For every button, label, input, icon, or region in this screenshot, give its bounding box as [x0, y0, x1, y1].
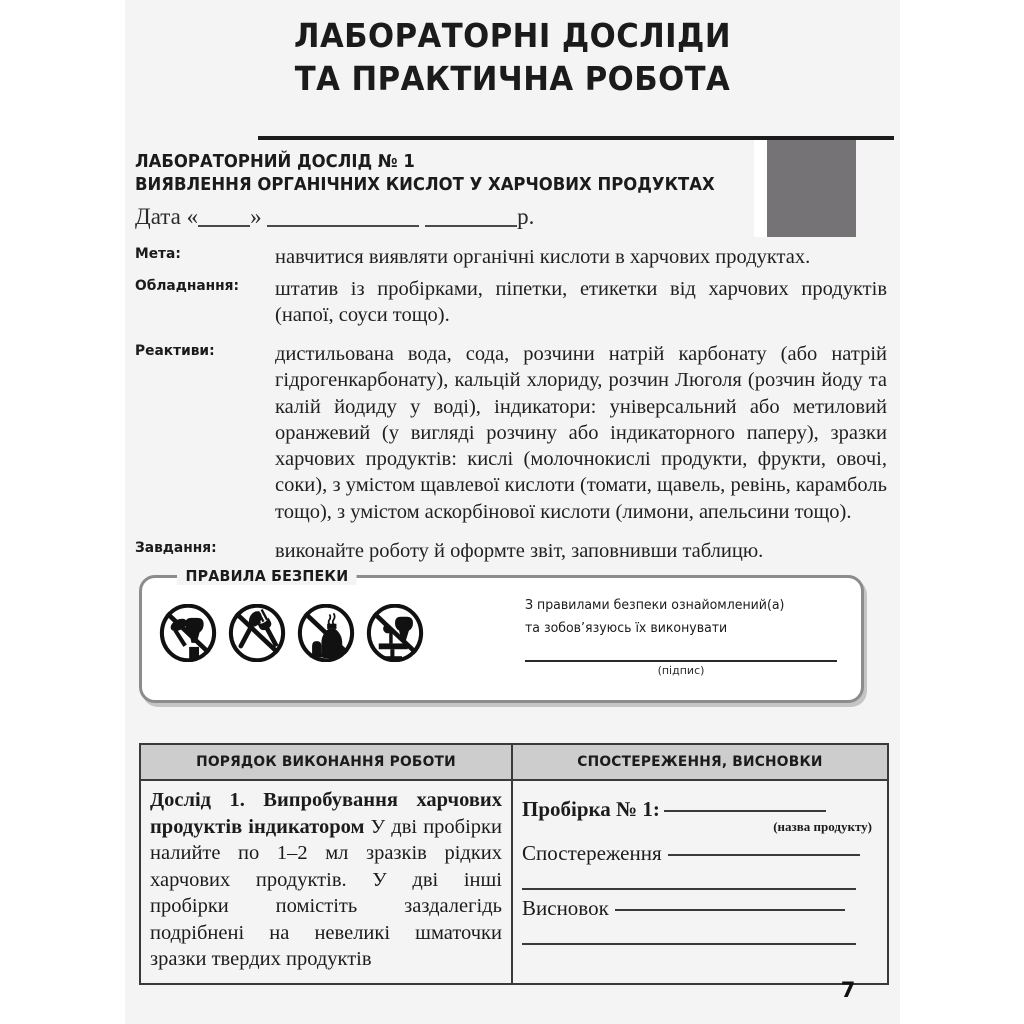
date-quote-open: « — [186, 204, 199, 229]
no-eating-icon — [228, 604, 286, 662]
scanned-page-sheet — [125, 0, 900, 1024]
table-header-observations: СПОСТЕРЕЖЕННЯ, ВИСНОВКИ — [512, 744, 888, 780]
date-year-suffix: р. — [517, 204, 535, 229]
conclusion-blank-2[interactable] — [522, 943, 856, 945]
table-header-row — [140, 744, 888, 780]
lab-heading-line-1: ЛАБОРАТОРНИЙ ДОСЛІД № 1 — [135, 152, 415, 172]
procedure-cell — [140, 780, 512, 984]
procedure-body: У дві пробірки налийте по 1–2 мл зразків рідких харчових продуктів. У дві інші пробірки помістіть заздалегідь подрібнені на невеликі шматочки зразки твердих продуктів — [150, 815, 502, 970]
observation-row — [522, 841, 878, 866]
date-day-blank[interactable] — [198, 225, 250, 227]
date-quote-close: » — [250, 204, 262, 229]
no-pouring-into-sink-icon — [366, 604, 424, 662]
date-label: Дата — [135, 204, 181, 229]
conclusion-label: Висновок — [522, 896, 609, 920]
procedure-content — [150, 787, 502, 973]
safety-rules-title: ПРАВИЛА БЕЗПЕКИ — [177, 567, 357, 585]
table-row — [140, 780, 888, 984]
date-month-blank[interactable] — [267, 225, 419, 227]
section-goal-label: Мета: — [135, 246, 181, 262]
procedure-heading: Дослід 1. Випробування харчових продуктів індикатором — [150, 789, 502, 838]
section-reagents-text: дистильована вода, сода, розчини натрій карбонату (або натрій гідрогенкарбонату), кальцій хлориду, розчин Люголя (розчин йоду та калій йодиду у воді), індикатори: універсальний або метиловий оранжевий (у вигляді розчину або індикаторного паперу), зразки харчових продуктів: кислі (молочнокислі продукти, фрукти, овочі, соки), з умістом щавлевої кислоти (томати, щавель, ревінь, карамболь тощо), з умістом аскорбінової кислоти (лимони, апельсини тощо). — [275, 343, 887, 523]
tube-label: Пробірка № 1: — [522, 797, 660, 821]
results-table — [139, 743, 889, 985]
lab-heading — [135, 151, 737, 197]
conclusion-row — [522, 896, 878, 921]
safety-pledge-line-2: та зобов’язуюсь їх виконувати — [525, 621, 728, 636]
date-field[interactable] — [135, 204, 534, 230]
section-reagents-label: Реактиви: — [135, 343, 215, 359]
section-equipment-text: штатив із пробірками, піпетки, етикетки від харчових продуктів (напої, соуси тощо). — [275, 278, 887, 327]
page-title-line-1: ЛАБОРАТОРНІ ДОСЛІДИ — [294, 16, 731, 55]
safety-icon-group — [159, 604, 424, 662]
page-title — [152, 14, 873, 100]
observation-blank-1[interactable] — [668, 854, 860, 856]
qr-code-placeholder — [767, 140, 856, 237]
tube-name-hint: (назва продукту) — [773, 819, 872, 834]
section-equipment-label: Обладнання: — [135, 278, 240, 294]
date-year-blank[interactable] — [425, 225, 517, 227]
observation-content — [522, 797, 878, 967]
lab-heading-line-2: ВИЯВЛЕННЯ ОРГАНІЧНИХ КИСЛОТ У ХАРЧОВИХ ПРОДУКТАХ — [135, 175, 715, 195]
observation-label: Спостереження — [522, 841, 662, 865]
tube-name-blank[interactable] — [664, 810, 826, 812]
no-open-flame-icon — [297, 604, 355, 662]
observation-cell — [512, 780, 888, 984]
section-task-label: Завдання: — [135, 540, 217, 556]
table-header-procedure: ПОРЯДОК ВИКОНАННЯ РОБОТИ — [140, 744, 512, 780]
observation-blank-2[interactable] — [522, 888, 856, 890]
safety-pledge-text — [525, 594, 825, 640]
page-number: 7 — [840, 978, 856, 1002]
safety-pledge-line-1: З правилами безпеки ознайомлений(а) — [525, 598, 785, 613]
no-tasting-icon — [159, 604, 217, 662]
signature-caption: (підпис) — [657, 664, 705, 677]
section-goal-text: навчитися виявляти органічні кислоти в харчових продуктах. — [275, 246, 811, 268]
signature-blank[interactable] — [525, 660, 837, 662]
page-title-line-2: ТА ПРАКТИЧНА РОБОТА — [294, 59, 731, 98]
section-task-text: виконайте роботу й оформте звіт, заповнивши таблицю. — [275, 540, 764, 562]
conclusion-blank-1[interactable] — [615, 909, 845, 911]
